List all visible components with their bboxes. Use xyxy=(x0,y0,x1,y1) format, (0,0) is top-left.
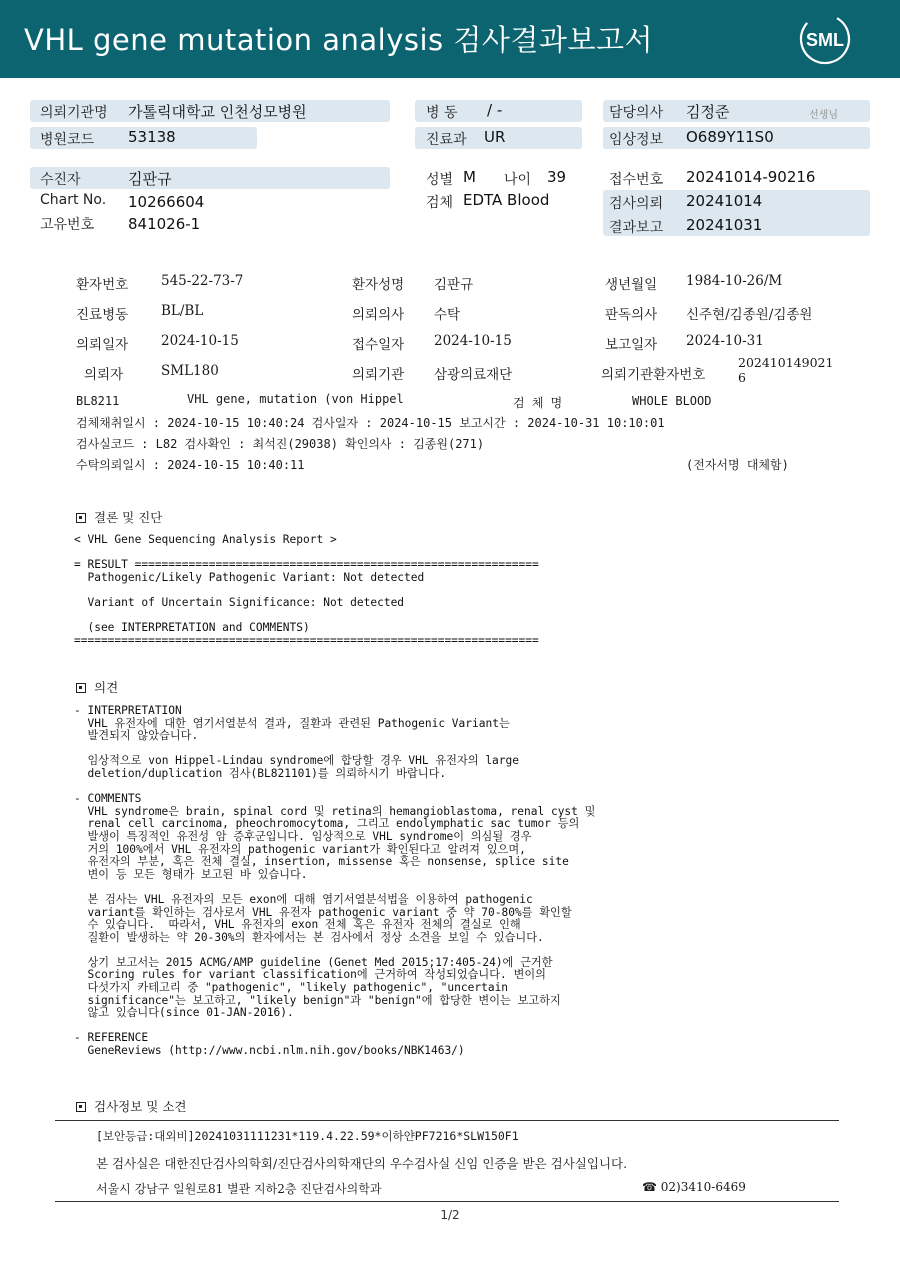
result-value: 20241031 xyxy=(686,216,763,234)
phone-number: 02)3410-6469 xyxy=(660,1180,746,1194)
chart-value: 10266604 xyxy=(128,193,205,211)
req-label: 검사의뢰 xyxy=(609,196,664,212)
pt-r3-l3: 보고일자 xyxy=(605,337,658,353)
sex-value: M xyxy=(463,168,476,186)
pt-r1-v1: 545-22-73-7 xyxy=(161,273,244,289)
pt-r2-v1: BL/BL xyxy=(161,303,204,319)
doctor-value: 김정준 xyxy=(686,103,730,121)
pt-r3-v3: 2024-10-31 xyxy=(686,333,764,349)
test-r2: 검사실코드 : L82 검사확인 : 최석진(29038) 확인의사 : 김종원(271) xyxy=(76,437,485,451)
doctor-label: 담당의사 xyxy=(609,105,664,121)
pt-r4-v3a: 202410149021 xyxy=(738,355,834,370)
agency-label: 의뢰기관명 xyxy=(40,105,108,121)
pt-r4-v3b: 6 xyxy=(738,370,746,385)
chart-label: Chart No. xyxy=(40,192,107,208)
pt-r4-v2: 삼광의료재단 xyxy=(434,367,513,383)
hospcode-value: 53138 xyxy=(128,128,176,146)
opinion-text: - INTERPRETATION VHL 유전자에 대한 염기서열분석 결과, 질환과 관련된 Pathogenic Variant는 발견되지 않았습니다. 임상적으로 von Hippel-Lindau syndrome에 합당할 경우 VHL 유전자의 large deletion/duplication 검사(BL821101)를 의뢰하시기 바랍니다. - COMMENTS VHL syndrome은 brain, spinal cord 및 retina의 hemangioblastoma, renal cyst 및 renal cell carcinoma, pheochromocytoma, 그리고 endolymphatic sac tumor 등의 발생이 특징적인 유전성 암 증후군입니다. 임상적으로 VHL syndrome이 의심될 경우 거의 100%에서 VHL 유전자의 pathogenic variant가 확인된다고 알려져 있으며, 유전자의 부분, 혹은 전체 결실, insertion, missense 혹은 nonsense, splice site 변이 등 모든 형태가 보고된 바 있습니다. 본 검사는 VHL 유전자의 모든 exon에 대해 염기서열분석법을 이용하여 pathogenic variant를 확인하는 검사로서 VHL 유전자 pathogenic variant 중 약 70-80%를 확인할 수 있습니다. 따라서, VHL 유전자의 exon 전체 혹은 유전자 전체의 결실로 인해 질환이 발생하는 약 20-30%의 환자에서는 본 검사에서 정상 소견을 보일 수 있습니다. 상기 보고서는 2015 ACMG/AMP guideline (Genet Med 2015;17:405-24)에 근거한 Scoring rules for variant classification에 근거하여 작성되었습니다. 변이의 다섯가지 카테고리 중 "pathogenic", "likely pathogenic", "uncertain significance"는 보고하고, "likely benign"과 "benign"에 합당한 변이는 보고하지 않고 있습니다(since 01-JAN-2016). - REFERENCE GeneReviews (http://www.ncbi.nlm.nih.gov/books/NBK1463/) xyxy=(74,704,596,1058)
pt-r4-l3: 의뢰기관환자번호 xyxy=(601,367,706,383)
pt-r3-v2: 2024-10-15 xyxy=(434,333,512,349)
test-code: BL8211 xyxy=(76,394,120,408)
patient-value: 김판규 xyxy=(128,170,172,188)
pt-r1-v2: 김판규 xyxy=(434,277,474,293)
phone-line xyxy=(642,1180,746,1194)
section-square-icon xyxy=(76,1102,86,1112)
opinion-heading xyxy=(76,678,118,696)
result-text: < VHL Gene Sequencing Analysis Report > = RESULT ============================================================ Pathogenic/Likely Pathogenic Variant: Not detected Variant of Uncertain Significance: Not detected (see INTERPRETATION and COMMENTS) ===================================================================== xyxy=(74,533,539,647)
address-line: 서울시 강남구 일원로81 별관 지하2층 진단검사의학과 xyxy=(96,1182,382,1196)
conclusion-heading-text: 결론 및 진단 xyxy=(94,510,163,525)
agency-value: 가톨릭대학교 인천성모병원 xyxy=(128,103,307,121)
footer-top-rule xyxy=(55,1120,839,1121)
clinical-value: O689Y11S0 xyxy=(686,128,774,146)
result-label: 결과보고 xyxy=(609,220,664,236)
pt-r1-l1: 환자번호 xyxy=(76,277,129,293)
spec-label: 검 체 명 xyxy=(513,396,563,410)
conclusion-heading xyxy=(76,508,162,526)
pt-r1-v3: 1984-10-26/M xyxy=(686,273,783,289)
test-r3: 수탁의뢰일시 : 2024-10-15 10:40:11 xyxy=(76,458,305,472)
pt-r4-l2: 의뢰기관 xyxy=(352,367,405,383)
uid-value: 841026-1 xyxy=(128,215,201,233)
section-square-icon xyxy=(76,513,86,523)
hospcode-label: 병원코드 xyxy=(40,132,95,148)
pt-r2-v3: 신주현/김종원/김종원 xyxy=(686,307,813,323)
ward-label: 병 동 xyxy=(426,105,458,121)
uid-label: 고유번호 xyxy=(40,217,95,233)
security-line: [보안등급:대외비]20241031111231*119.4.22.59*이하얀PF7216*SLW150F1 xyxy=(96,1129,519,1143)
pt-r1-l2: 환자성명 xyxy=(352,277,405,293)
esign-note: (전자서명 대체함) xyxy=(686,458,789,472)
pt-r2-v2: 수탁 xyxy=(434,307,461,323)
ward-value: / - xyxy=(487,101,503,119)
specimen-value: EDTA Blood xyxy=(463,191,550,209)
section-square-icon xyxy=(76,683,86,693)
sex-label: 성별 xyxy=(426,172,454,188)
footer-bottom-rule xyxy=(55,1201,839,1202)
specimen-label: 검체 xyxy=(426,195,454,211)
info-heading xyxy=(76,1097,186,1115)
opinion-heading-text: 의견 xyxy=(94,680,119,695)
age-value: 39 xyxy=(547,168,567,186)
pt-r2-l2: 의뢰의사 xyxy=(352,307,405,323)
spec-value: WHOLE BLOOD xyxy=(632,394,712,408)
title-banner xyxy=(0,0,900,78)
page-number: 1/2 xyxy=(440,1208,460,1222)
receipt-label: 접수번호 xyxy=(609,172,664,188)
receipt-value: 20241014-90216 xyxy=(686,168,816,186)
sml-logo xyxy=(798,12,852,66)
dept-value: UR xyxy=(484,128,506,146)
pt-r3-l2: 접수일자 xyxy=(352,337,405,353)
patient-label: 수진자 xyxy=(40,172,81,188)
test-name: VHL gene, mutation (von Hippel xyxy=(187,392,404,406)
report-title: VHL gene mutation analysis 검사결과보고서 xyxy=(24,23,653,57)
cert-line: 본 검사실은 대한진단검사의학회/진단검사의학재단의 우수검사실 신임 인증을 받은 검사실입니다. xyxy=(96,1156,628,1171)
pt-r1-l3: 생년월일 xyxy=(605,277,658,293)
dept-label: 진료과 xyxy=(426,132,467,148)
pt-r4-v1: SML180 xyxy=(161,363,219,379)
pt-r4-l1: 의뢰자 xyxy=(84,367,124,383)
pt-r3-v1: 2024-10-15 xyxy=(161,333,239,349)
phone-icon: ☎ xyxy=(642,1180,657,1194)
clinical-label: 임상정보 xyxy=(609,132,664,148)
patient-box xyxy=(30,167,390,189)
pt-r3-l1: 의뢰일자 xyxy=(76,337,129,353)
info-heading-text: 검사정보 및 소견 xyxy=(94,1099,187,1114)
doctor-title: 선생님 xyxy=(809,110,838,121)
sml-logo-text: SML xyxy=(806,30,844,50)
req-value: 20241014 xyxy=(686,192,763,210)
test-r1: 검체채취일시 : 2024-10-15 10:40:24 검사일자 : 2024-10-15 보고시간 : 2024-10-31 10:10:01 xyxy=(76,416,665,430)
age-label: 나이 xyxy=(504,172,532,188)
pt-r2-l3: 판독의사 xyxy=(605,307,658,323)
pt-r2-l1: 진료병동 xyxy=(76,307,129,323)
